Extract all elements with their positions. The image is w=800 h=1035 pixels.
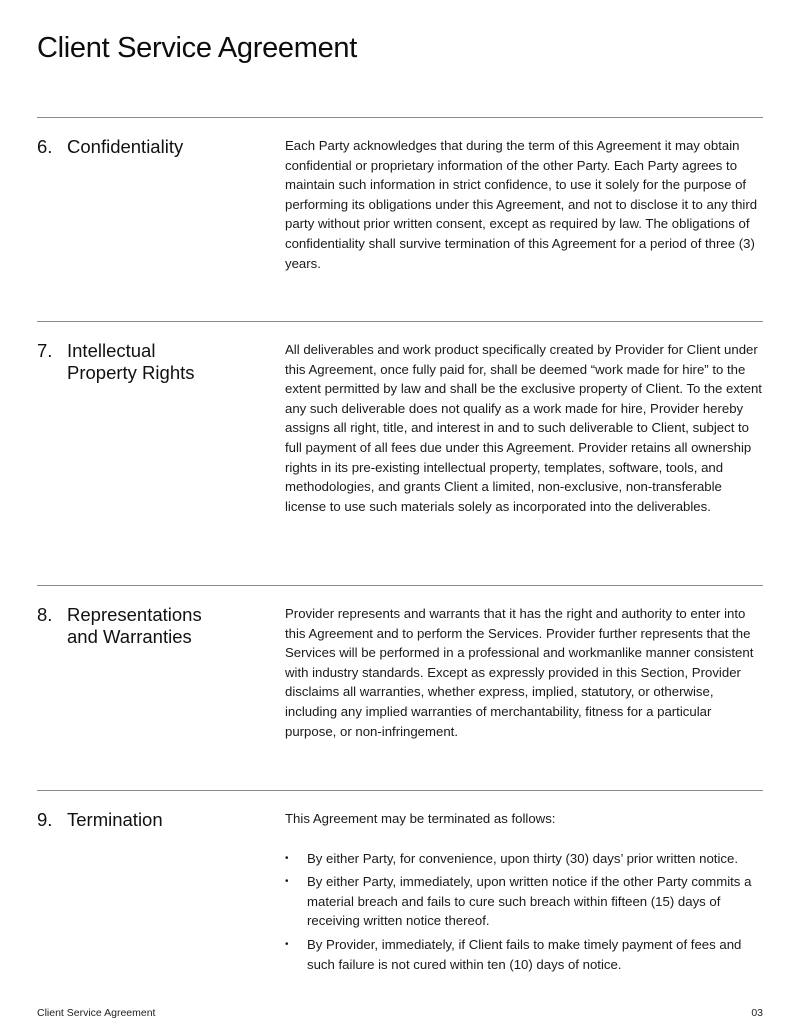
section-paragraph: Each Party acknowledges that during the term of this Agreement it may obtain confidential or proprietary information of the other Party. Each Party agrees to maintain such information in strict confidence, to use it solely for the purpose of performing its obligations under this Agreement, and not to disclose it to any third party without prior written consent, except as required by law. The obligations of confidentiality shall survive termination of this Agreement for a period of three (3) years.: [285, 138, 758, 271]
section-number: 7.: [37, 340, 53, 361]
page-number: 03: [751, 1007, 763, 1019]
section-title: Representations and Warranties: [67, 604, 202, 647]
section-representations-warranties: [37, 585, 763, 739]
bullet-icon: •: [285, 876, 289, 888]
list-item: [285, 935, 765, 974]
section-title: Confidentiality: [67, 136, 184, 157]
section-title: Termination: [67, 809, 163, 830]
section-body: [285, 136, 765, 273]
termination-list: [285, 849, 765, 975]
section-title: Intellectual Property Rights: [67, 340, 195, 383]
section-body: [285, 809, 765, 978]
list-item-text: By either Party, immediately, upon written notice if the other Party commits a material breach and fails to cure such breach within fifteen (15) days of receiving written notice thereof.: [307, 874, 752, 929]
section-number: 8.: [37, 604, 53, 625]
section-confidentiality: [37, 117, 763, 271]
bullet-icon: •: [285, 852, 289, 864]
section-paragraph: Provider represents and warrants that it has the right and authority to enter into this Agreement and to perform the Services. Provider further represents that the Services will be performed in a professional and workmanlike manner consistent with industry standards. Except as expressly provided in this Section, Provider disclaims all warranties, whether express, implied, statutory, or otherwise, including any implied warranties of merchantability, fitness for a particular purpose, or non-infringement.: [285, 606, 754, 739]
section-intellectual-property: [37, 321, 763, 514]
section-number: 9.: [37, 809, 53, 830]
section-paragraph: All deliverables and work product specifically created by Provider for Client under this Agreement, once fully paid for, shall be deemed “work made for hire” to the extent permitted by law and shall be the exclusive property of Client. To the extent any such deliverable does not qualify as a work made for hire, Provider hereby assigns all right, title, and interest in and to such deliverable to Client, subject to full payment of all fees due under this Agreement. Provider retains all ownership rights in its pre-existing intellectual property, templates, software, tools, and methodologies, and grants Client a limited, non-exclusive, non-transferable license to use such materials solely as incorporated into the deliverables.: [285, 342, 762, 514]
list-item-text: By either Party, for convenience, upon thirty (30) days’ prior written notice.: [307, 850, 738, 866]
document-title: Client Service Agreement: [37, 32, 358, 64]
bullet-icon: •: [285, 938, 289, 950]
list-item: [285, 849, 765, 869]
footer-document-title: Client Service Agreement: [37, 1007, 156, 1019]
section-body: [285, 604, 765, 741]
section-number: 6.: [37, 136, 53, 157]
section-body: [285, 340, 765, 516]
list-item-text: By Provider, immediately, if Client fails to make timely payment of fees and such failure is not cured within ten (10) days of notice.: [307, 936, 742, 972]
list-item: [285, 872, 765, 931]
section-termination: [37, 790, 763, 972]
section-paragraph: This Agreement may be terminated as follows:: [285, 811, 556, 826]
